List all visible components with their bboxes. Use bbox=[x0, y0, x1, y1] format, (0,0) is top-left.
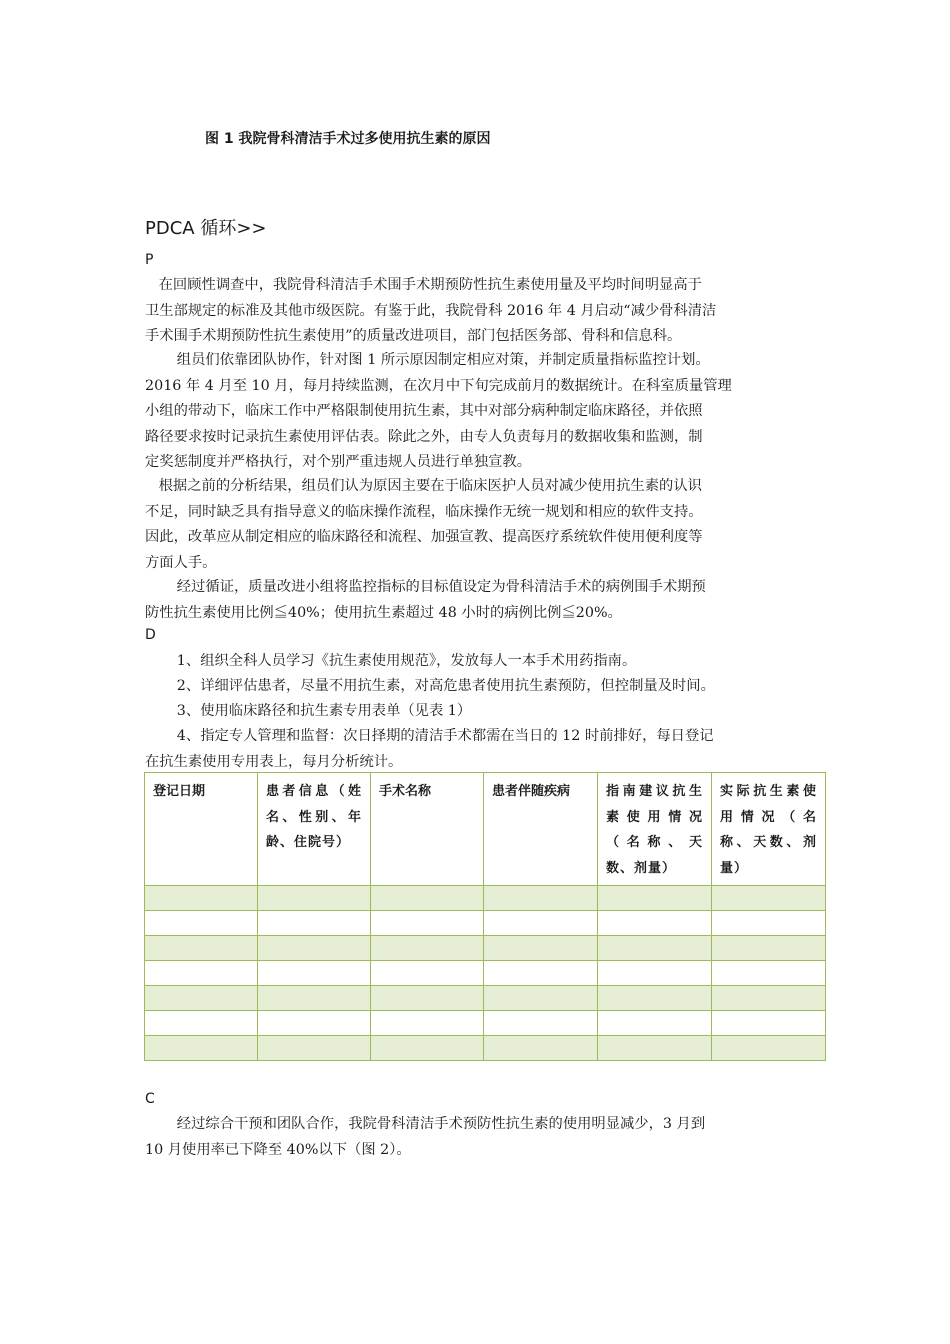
d-item-3 bbox=[145, 699, 810, 725]
d-item-4 bbox=[145, 724, 810, 775]
table-row bbox=[145, 961, 826, 986]
text-line: 手术围手术期预防性抗生素使用”的质量改进项目，部门包括医务部、骨科和信息科。 bbox=[145, 328, 682, 344]
section-label-p: P bbox=[145, 252, 154, 268]
header-registration-date: 登记日期 bbox=[145, 773, 258, 886]
text-line: 卫生部规定的标准及其他市级医院。有鉴于此，我院骨科 2016 年 4 月启动“减少骨科清洁 bbox=[145, 302, 717, 319]
table-cell[interactable] bbox=[712, 1036, 826, 1061]
table-cell[interactable] bbox=[598, 961, 712, 986]
text-line: 定奖惩制度并严格执行，对个别严重违规人员进行单独宣教。 bbox=[145, 454, 532, 470]
table-cell[interactable] bbox=[598, 936, 712, 961]
text-line: 防性抗生素使用比例≦40%；使用抗生素超过 48 小时的病例比例≦20%。 bbox=[145, 604, 622, 621]
table-cell[interactable] bbox=[484, 911, 598, 936]
table-row bbox=[145, 1011, 826, 1036]
table-row bbox=[145, 936, 826, 961]
header-guideline-antibiotic-use: 指南建议抗生素使用情况（名称、天数、剂量） bbox=[598, 773, 712, 886]
table-cell[interactable] bbox=[484, 1036, 598, 1061]
p-paragraph-1 bbox=[145, 273, 810, 350]
section-label-c: C bbox=[145, 1091, 155, 1107]
table-cell[interactable] bbox=[258, 986, 371, 1011]
table-cell[interactable] bbox=[371, 911, 484, 936]
table-header-row bbox=[145, 773, 826, 886]
table-cell[interactable] bbox=[598, 1036, 712, 1061]
text-line: 在抗生素使用专用表上，每月分析统计。 bbox=[145, 753, 403, 770]
table-cell[interactable] bbox=[484, 1011, 598, 1036]
text-line: 不足，同时缺乏具有指导意义的临床操作流程，临床操作无统一规划和相应的软件支持。 bbox=[145, 503, 703, 520]
table-cell[interactable] bbox=[712, 936, 826, 961]
text-line: 组员们依靠团队协作，针对图 1 所示原因制定相应对策，并制定质量指标监控计划。 bbox=[145, 352, 710, 368]
d-item-1 bbox=[145, 649, 810, 675]
table-cell[interactable] bbox=[371, 961, 484, 986]
table-cell[interactable] bbox=[484, 961, 598, 986]
table-cell[interactable] bbox=[258, 886, 371, 911]
text-line: 经过循证，质量改进小组将监控指标的目标值设定为骨科清洁手术的病例围手术期预 bbox=[145, 579, 706, 595]
table-cell[interactable] bbox=[371, 986, 484, 1011]
text-line: 经过综合干预和团队合作，我院骨科清洁手术预防性抗生素的使用明显减少，3 月到 bbox=[145, 1116, 706, 1132]
text-line: 10 月使用率已下降至 40%以下（图 2）。 bbox=[145, 1141, 411, 1158]
table-cell[interactable] bbox=[371, 1011, 484, 1036]
d-item-2 bbox=[145, 674, 810, 700]
pdca-heading: PDCA 循环>> bbox=[145, 218, 267, 239]
antibiotic-usage-register-table bbox=[144, 772, 826, 1061]
p-paragraph-2 bbox=[145, 348, 810, 476]
table-cell[interactable] bbox=[712, 1011, 826, 1036]
table-cell[interactable] bbox=[258, 936, 371, 961]
table-cell[interactable] bbox=[598, 1011, 712, 1036]
table-cell[interactable] bbox=[598, 986, 712, 1011]
table-cell[interactable] bbox=[145, 1011, 258, 1036]
table-cell[interactable] bbox=[598, 911, 712, 936]
table-cell[interactable] bbox=[484, 936, 598, 961]
table-cell[interactable] bbox=[145, 886, 258, 911]
header-patient-info: 患者信息（姓名、性别、年龄、住院号） bbox=[258, 773, 371, 886]
table-cell[interactable] bbox=[712, 886, 826, 911]
table-cell[interactable] bbox=[712, 986, 826, 1011]
header-actual-antibiotic-use: 实际抗生素使用情况（名称、天数、剂量） bbox=[712, 773, 826, 886]
header-surgery-name: 手术名称 bbox=[371, 773, 484, 886]
p-paragraph-4 bbox=[145, 575, 810, 626]
table-cell[interactable] bbox=[371, 1036, 484, 1061]
table-cell[interactable] bbox=[258, 1011, 371, 1036]
c-paragraph bbox=[145, 1112, 810, 1163]
text-line: 4、指定专人管理和监督：次日择期的清洁手术都需在当日的 12 时前排好，每日登记 bbox=[145, 728, 714, 744]
table-row bbox=[145, 1036, 826, 1061]
section-label-d: D bbox=[145, 627, 156, 643]
table-cell[interactable] bbox=[371, 936, 484, 961]
text-line: 在回顾性调查中，我院骨科清洁手术围手术期预防性抗生素使用量及平均时间明显高于 bbox=[145, 277, 702, 293]
table-cell[interactable] bbox=[258, 1036, 371, 1061]
table-cell[interactable] bbox=[145, 986, 258, 1011]
table-cell[interactable] bbox=[145, 1036, 258, 1061]
text-line: 2016 年 4 月至 10 月，每月持续监测，在次月中下旬完成前月的数据统计。在科室质量管理 bbox=[145, 377, 732, 394]
text-line: 3、使用临床路径和抗生素专用表单（见表 1） bbox=[145, 703, 472, 719]
table-cell[interactable] bbox=[712, 961, 826, 986]
table-cell[interactable] bbox=[258, 911, 371, 936]
text-line: 路径要求按时记录抗生素使用评估表。除此之外，由专人负责每月的数据收集和监测，制 bbox=[145, 428, 703, 445]
text-line: 因此，改革应从制定相应的临床路径和流程、加强宣教、提高医疗系统软件使用便利度等 bbox=[145, 529, 703, 545]
figure-caption: 图 1 我院骨科清洁手术过多使用抗生素的原因 bbox=[205, 131, 491, 147]
table-cell[interactable] bbox=[484, 886, 598, 911]
header-comorbidities: 患者伴随疾病 bbox=[484, 773, 598, 886]
p-paragraph-3 bbox=[145, 474, 810, 576]
text-line: 根据之前的分析结果，组员们认为原因主要在于临床医护人员对减少使用抗生素的认识 bbox=[145, 478, 702, 494]
table-row bbox=[145, 886, 826, 911]
text-line: 小组的带动下，临床工作中严格限制使用抗生素，其中对部分病种制定临床路径，并依照 bbox=[145, 403, 703, 419]
table-cell[interactable] bbox=[145, 911, 258, 936]
table-cell[interactable] bbox=[484, 986, 598, 1011]
text-line: 1、组织全科人员学习《抗生素使用规范》，发放每人一本手术用药指南。 bbox=[145, 653, 637, 669]
text-line: 2、详细评估患者，尽量不用抗生素，对高危患者使用抗生素预防，但控制量及时间。 bbox=[145, 678, 715, 694]
text-line: 方面人手。 bbox=[145, 554, 217, 571]
table-row bbox=[145, 911, 826, 936]
table-cell[interactable] bbox=[712, 911, 826, 936]
table-row bbox=[145, 986, 826, 1011]
table-cell[interactable] bbox=[598, 886, 712, 911]
table-cell[interactable] bbox=[145, 961, 258, 986]
table-cell[interactable] bbox=[371, 886, 484, 911]
table-cell[interactable] bbox=[145, 936, 258, 961]
table-cell[interactable] bbox=[258, 961, 371, 986]
